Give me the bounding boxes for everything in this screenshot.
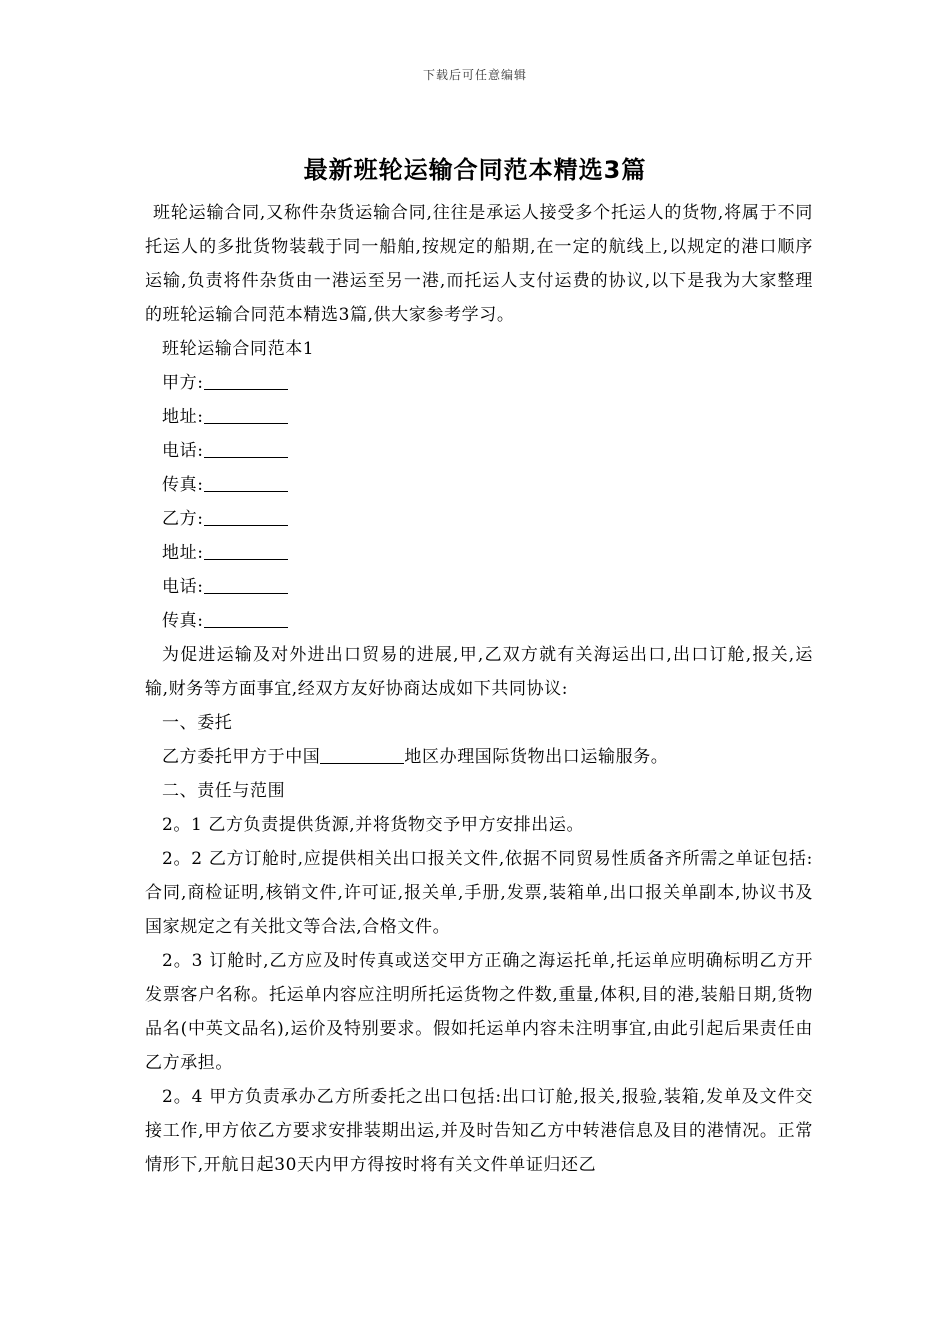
field-address-b [145, 536, 813, 570]
blank-line [204, 405, 288, 424]
clause-2-4: 2。4 甲方负责承办乙方所委托之出口包括:出口订舱,报关,报验,装箱,发单及文件交接工作,甲方依乙方要求安排装期出运,并及时告知乙方中转港信息及目的港情况。正常情形下,开航日起30天内甲方得按时将有关文件单证归还乙 [145, 1087, 813, 1175]
field-label: 电话: [162, 577, 204, 597]
clause-2-3: 2。3 订舱时,乙方应及时传真或送交甲方正确之海运托单,托运单应明确标明乙方开发票客户名称。托运单内容应注明所托运货物之件数,重量,体积,目的港,装船日期,货物品名(中英文品名),运价及特别要求。假如托运单内容未注明事宜,由此引起后果责任由乙方承担。 [145, 951, 813, 1073]
field-label: 乙方: [162, 509, 204, 529]
section-1-text-after: 地区办理国际货物出口运输服务。 [404, 747, 669, 767]
field-phone-b [145, 570, 813, 604]
clause-2-2: 2。2 乙方订舱时,应提供相关出口报关文件,依据不同贸易性质备齐所需之单证包括:合同,商检证明,核销文件,许可证,报关单,手册,发票,装箱单,出口报关单副本,协议书及国家规定之有关批文等合法,合格文件。 [145, 849, 813, 937]
blank-line [204, 507, 288, 526]
field-address-a [145, 400, 813, 434]
blank-line [204, 473, 288, 492]
clause-2-1: 2。1 乙方负责提供货源,并将货物交予甲方安排出运。 [162, 815, 585, 835]
document-title: 最新班轮运输合同范本精选3篇 [303, 156, 647, 184]
field-label: 传真: [162, 611, 204, 631]
field-label: 地址: [162, 407, 204, 427]
field-fax-a [145, 468, 813, 502]
section-2-title: 二、责任与范围 [162, 781, 286, 801]
blank-line [204, 541, 288, 560]
field-label: 地址: [162, 543, 204, 563]
field-fax-b [145, 604, 813, 638]
sample-heading: 班轮运输合同范本1 [162, 339, 315, 359]
field-party-a [145, 366, 813, 400]
party-fields [145, 366, 813, 638]
section-1-title: 一、委托 [162, 713, 233, 733]
blank-line [204, 575, 288, 594]
header-note: 下载后可任意编辑 [422, 68, 527, 82]
section-1-text [145, 740, 813, 774]
field-label: 传真: [162, 475, 204, 495]
blank-line [320, 745, 404, 764]
field-phone-a [145, 434, 813, 468]
blank-line [204, 609, 288, 628]
field-label: 甲方: [162, 373, 204, 393]
blank-line [204, 439, 288, 458]
section-1-text-before: 乙方委托甲方于中国 [162, 747, 321, 767]
blank-line [204, 371, 288, 390]
field-label: 电话: [162, 441, 204, 461]
document-body [145, 196, 813, 1182]
field-party-b [145, 502, 813, 536]
intro-paragraph: 班轮运输合同,又称件杂货运输合同,往往是承运人接受多个托运人的货物,将属于不同托运人的多批货物装载于同一船舶,按规定的船期,在一定的航线上,以规定的港口顺序运输,负责将件杂货由一港运至另一港,而托运人支付运费的协议,以下是我为大家整理的班轮运输合同范本精选3篇,供大家参考学习。 [145, 203, 814, 325]
agreement-intro: 为促进运输及对外进出口贸易的进展,甲,乙双方就有关海运出口,出口订舱,报关,运输,财务等方面事宜,经双方友好协商达成如下共同协议: [145, 645, 813, 699]
